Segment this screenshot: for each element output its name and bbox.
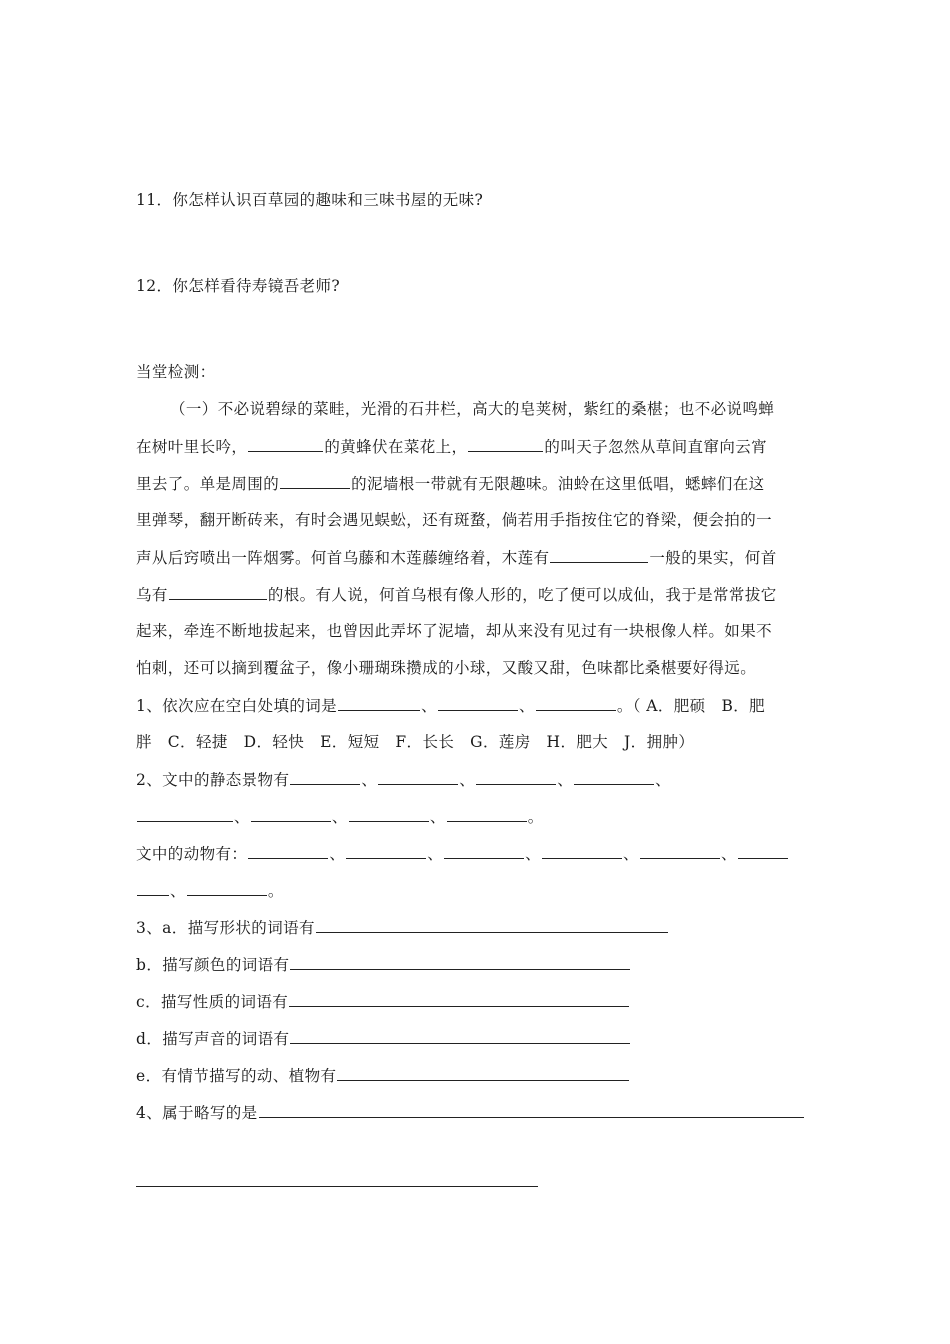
fill-blank[interactable] <box>187 880 267 896</box>
separator: 、 <box>623 845 639 863</box>
fill-blank[interactable] <box>574 769 654 785</box>
fill-blank[interactable] <box>338 695 420 711</box>
separator: 、 <box>427 845 444 863</box>
separator: 。 <box>267 882 284 900</box>
exercise-text: e．有情节描写的动、植物有 <box>136 1067 337 1085</box>
separator: 。 <box>527 808 544 826</box>
separator: 、 <box>720 845 737 863</box>
exercise-3b <box>136 954 631 975</box>
separator: 、 <box>361 771 378 789</box>
separator: 、 <box>331 808 348 826</box>
fill-blank[interactable] <box>289 991 629 1007</box>
fill-blank[interactable] <box>536 695 616 711</box>
exercise-text: 。（ A．肥硕 B．肥 <box>616 697 766 715</box>
exercise-1 <box>136 695 765 716</box>
exercise-text: 1、依次应在空白处填的词是 <box>136 697 338 715</box>
passage-text: 在树叶里长吟， <box>136 438 248 456</box>
fill-blank[interactable] <box>290 1028 630 1044</box>
fill-blank[interactable] <box>468 436 543 452</box>
passage-text: 的黄蜂伏在菜花上， <box>324 438 468 456</box>
exercise-3c <box>136 991 630 1012</box>
passage-line-8: 怕刺，还可以摘到覆盆子，像小珊瑚珠攒成的小球，又酸又甜，色味都比桑椹要好得远。 <box>136 659 757 677</box>
passage-text: 乌有 <box>136 586 168 604</box>
exercise-text: c．描写性质的词语有 <box>136 993 289 1011</box>
fill-blank[interactable] <box>290 954 630 970</box>
passage-line-3 <box>136 473 765 494</box>
separator: 、 <box>655 771 671 789</box>
exercise-text: d．描写声音的词语有 <box>136 1030 290 1048</box>
exercise-text: b．描写颜色的词语有 <box>136 956 290 974</box>
exercise-text: 文中的动物有： <box>136 845 248 863</box>
fill-blank[interactable] <box>476 769 556 785</box>
passage-line-4: 里弹琴，翻开断砖来，有时会遇见蜈蚣，还有斑蝥，倘若用手指按住它的脊梁，便会拍的一 <box>136 511 773 529</box>
separator: 、 <box>234 808 250 826</box>
separator: 、 <box>421 697 437 715</box>
question-12: 12．你怎样看待寿镜吾老师? <box>136 277 341 295</box>
fill-blank[interactable] <box>248 843 328 859</box>
fill-blank[interactable] <box>290 769 360 785</box>
fill-blank[interactable] <box>316 917 668 933</box>
separator: 、 <box>525 845 542 863</box>
exercise-text: 2、文中的静态景物有 <box>136 771 290 789</box>
fill-blank[interactable] <box>248 436 323 452</box>
passage-line-5 <box>136 547 777 568</box>
exercise-1-options: 胖 C．轻捷 D．轻快 E．短短 F．长长 G．莲房 H．肥大 J．拥肿） <box>136 733 695 751</box>
fill-blank[interactable] <box>346 843 426 859</box>
exercise-text: 4、属于略写的是 <box>136 1104 258 1122</box>
separator: 、 <box>459 771 476 789</box>
passage-text: 一般的果实，何首 <box>649 549 777 567</box>
exercise-2 <box>136 769 671 790</box>
fill-blank[interactable] <box>349 806 429 822</box>
passage-text: 声从后窍喷出一阵烟雾。何首乌藤和木莲藤缠络着，木莲有 <box>136 549 550 567</box>
fill-blank[interactable] <box>640 843 720 859</box>
fill-blank[interactable] <box>447 806 527 822</box>
passage-text: 的泥墙根一带就有无限趣味。油蛉在这里低唱，蟋蟀们在这 <box>351 475 765 493</box>
passage-text: 的叫天子忽然从草间直窜向云宵 <box>544 438 768 456</box>
passage-text: 里去了。单是周围的 <box>136 475 280 493</box>
fill-blank[interactable] <box>137 880 169 896</box>
fill-blank[interactable] <box>251 806 331 822</box>
fill-blank[interactable] <box>444 843 524 859</box>
passage-line-6 <box>136 584 777 605</box>
exercise-2-animals <box>136 843 789 864</box>
fill-blank[interactable] <box>137 806 233 822</box>
passage-line-7: 起来，牵连不断地拔起来，也曾因此弄坏了泥墙，却从来没有见过有一块根像人样。如果不 <box>136 622 773 640</box>
fill-blank[interactable] <box>438 695 518 711</box>
exercise-3e <box>136 1065 630 1086</box>
exercise-3a <box>136 917 669 938</box>
exercise-text: 3、a．描写形状的词语有 <box>136 919 315 937</box>
exercise-2-continued <box>136 806 544 827</box>
section-heading: 当堂检测： <box>136 363 216 381</box>
exercise-3d <box>136 1028 631 1049</box>
separator: 、 <box>170 882 186 900</box>
exercise-2-animals-continued <box>136 880 284 901</box>
exercise-4 <box>136 1102 805 1123</box>
fill-blank[interactable] <box>550 547 648 563</box>
answer-line[interactable] <box>136 1186 538 1187</box>
fill-blank[interactable] <box>259 1102 804 1118</box>
separator: 、 <box>518 697 535 715</box>
question-11: 11．你怎样认识百草园的趣味和三味书屋的无味? <box>136 191 484 209</box>
passage-line-1: （一）不必说碧绿的菜畦，光滑的石井栏，高大的皂荚树，紫红的桑椹；也不必说鸣蝉 <box>170 400 775 418</box>
fill-blank[interactable] <box>738 843 788 859</box>
fill-blank[interactable] <box>378 769 458 785</box>
passage-text: 的根。有人说，何首乌根有像人形的，吃了便可以成仙，我于是常常拔它 <box>267 586 777 604</box>
separator: 、 <box>429 808 446 826</box>
separator: 、 <box>557 771 574 789</box>
passage-line-2 <box>136 436 767 457</box>
fill-blank[interactable] <box>337 1065 629 1081</box>
fill-blank[interactable] <box>169 584 267 600</box>
fill-blank[interactable] <box>542 843 622 859</box>
separator: 、 <box>329 845 346 863</box>
fill-blank[interactable] <box>280 473 350 489</box>
